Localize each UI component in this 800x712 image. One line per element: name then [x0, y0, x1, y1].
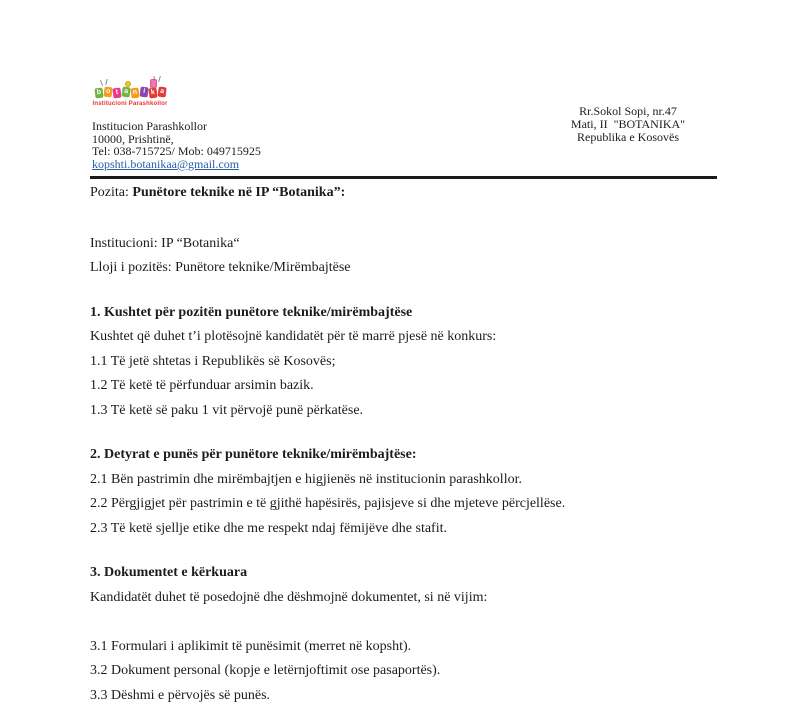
institution-line: Institucioni: IP “Botanika“ [90, 235, 240, 251]
list-item: a [157, 87, 166, 98]
address-left [92, 120, 261, 170]
list-item: k [148, 88, 157, 99]
address-right [528, 105, 728, 144]
section-kushtet [90, 301, 730, 424]
country-line: Republika e Kosovës [577, 130, 679, 144]
section-items [90, 468, 730, 542]
antenna-icon [158, 76, 161, 82]
section-items [90, 635, 730, 709]
botanika-logo [92, 77, 168, 108]
list-item: 2.2 Përgjigjet për pastrimin e të gjithë hapësirës, pajisjeve si dhe mjeteve përcjellëse. [90, 496, 566, 511]
logo-caption: Institucioni Parashkollor [92, 101, 168, 107]
position-title-prefix: Pozita: [90, 185, 133, 200]
position-title-bold: Punëtore teknike në IP “Botanika”: [132, 185, 346, 200]
institution-phone: Tel: 038-715725/ Mob: 049715925 [92, 144, 261, 159]
list-item: 3.1 Formulari i aplikimit të punësimit (merret në kopsht). [90, 638, 412, 654]
list-item: a [121, 87, 130, 98]
logo-doodles [92, 77, 168, 88]
section-intro: Kandidatët duhet të posedojnë dhe dëshmojnë dokumentet, si në vijim: [90, 589, 488, 605]
list-item: b [94, 88, 103, 99]
list-item: 2.3 Të ketë sjellje etike dhe me respekt ndaj fëmijëve dhe stafit. [90, 520, 447, 536]
antenna-icon [105, 79, 108, 85]
list-item: t [112, 88, 121, 99]
list-item: i [139, 87, 148, 98]
institution-city: 10000, Prishtinë, [92, 131, 174, 146]
section-items [90, 350, 730, 424]
email-line [92, 158, 261, 171]
list-item: 3.3 Dëshmi e përvojës së punës. [90, 687, 271, 703]
list-item: o [103, 87, 112, 98]
section-dokumentet [90, 561, 730, 708]
institution-name: Institucion Parashkollor [92, 119, 207, 133]
list-item: 1.1 Të jetë shtetas i Republikës së Kosovës; [90, 353, 336, 369]
section-detyrat [90, 443, 730, 541]
position-title [90, 181, 730, 206]
email-link[interactable]: kopshti.botanikaa@gmail.com [92, 156, 240, 171]
logo-letter-tiles [92, 88, 168, 98]
document-body [90, 181, 730, 708]
list-item: 3.2 Dokument personal (kopje e letërnjoftimit ose pasaportës). [90, 663, 441, 678]
list-item: 1.2 Të ketë të përfunduar arsimin bazik. [90, 378, 314, 393]
list-item: n [130, 88, 139, 99]
list-item: 2.1 Bën pastrimin dhe mirëmbajtjen e higjienës në institucionin parashkollor. [90, 471, 522, 487]
section-heading: 2. Detyrat e punës për punëtore teknike/mirëmbajtëse: [90, 447, 417, 462]
position-type-line: Lloji i pozitës: Punëtore teknike/Mirëmbajtëse [90, 260, 351, 275]
street-line: Rr.Sokol Sopi, nr.47 [579, 104, 677, 118]
district-line: Mati, II "BOTANIKA" [570, 117, 686, 131]
section-heading: 1. Kushtet për pozitën punëtore teknike/mirëmbajtëse [90, 304, 413, 320]
section-heading: 3. Dokumentet e kërkuara [90, 565, 248, 580]
flask-icon [150, 79, 157, 88]
list-item: 1.3 Të ketë së paku 1 vit përvojë punë përkatëse. [90, 402, 364, 418]
antenna-icon [100, 80, 103, 86]
header-divider [90, 176, 717, 179]
section-intro: Kushtet që duhet t’i plotësojnë kandidatët për të marrë pjesë në konkurs: [90, 329, 497, 344]
